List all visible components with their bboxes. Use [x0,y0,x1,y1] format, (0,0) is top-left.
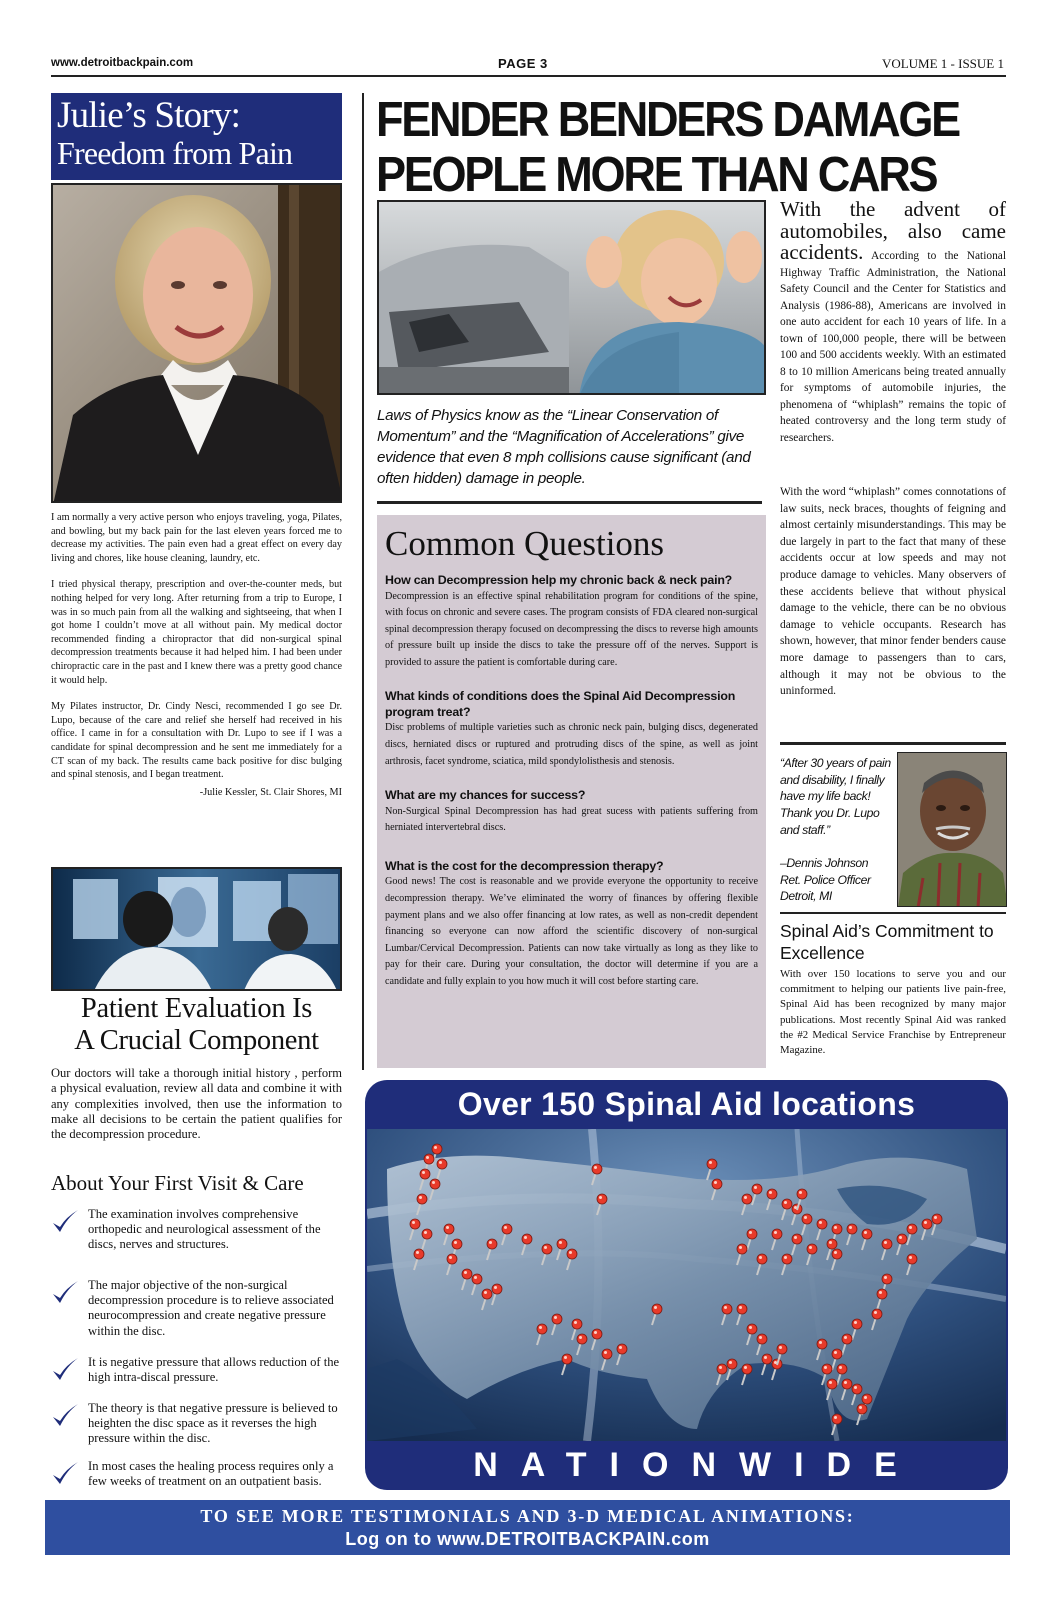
location-pin [837,1364,847,1374]
location-pin [762,1354,772,1364]
pin-highlight [884,1276,887,1279]
pin-highlight [849,1226,852,1229]
location-pin [410,1219,420,1229]
pin-highlight [769,1191,772,1194]
pin-highlight [899,1236,902,1239]
pin-highlight [422,1171,425,1174]
whiplash-paragraph: With the word “whiplash” comes connotations of law suits, neck braces, thoughts of feigning and almost certainly misunderstandings. This may be due largely in part to the fact that many of these accidents occur at low speeds and may not produce damage to vehicles. Many observers of these accidents believe that without physical damage to the vehicle, there can be no obvious damage to vehicle occupants. Research has shown, however, that minor fender benders cause more damage to passengers than to cars, although it may not be obvious to the uninformed. [780,486,1006,698]
answer: Decompression is an effective spinal rehabilitation program for conditions of the spine, with focus on chronic and severe cases. The program consists of FDA cleared non-surgical spinal decompression therapy focused on decompressing the discs to reverse high amounts of pressure built up inside the discs to take the pressure off of the nerves. Support is provided to assure the patient is comfortable during care. [385,590,758,668]
location-pin [777,1344,787,1354]
checkmark-icon [51,1461,79,1487]
commitment-title: Spinal Aid’s Commitment to Excellence [780,921,994,963]
pin-highlight [559,1241,562,1244]
checkmark-icon [51,1357,79,1383]
location-pin [617,1344,627,1354]
location-pin [707,1159,717,1169]
location-pin [737,1244,747,1254]
location-pin [432,1144,442,1154]
location-pin [852,1319,862,1329]
evaluation-title [51,993,342,1057]
headline-line1: FENDER BENDERS DAMAGE [376,93,959,147]
location-pin [444,1224,454,1234]
lead-in-text: With the advent of automobiles, also came accidents. [780,197,1006,264]
first-visit-item [51,1355,342,1385]
location-pin [877,1289,887,1299]
pin-highlight [484,1291,487,1294]
location-pin [492,1284,502,1294]
lead-body-text: According to the National Highway Traffic Administration, the National Safety Council and the Center for Statistics and Analysis (1986-88), Americans are involved in one auto accident for each 10 years of life. In a town of 100,000 people, there will be between 100 and 500 accidents weekly. With an estimated 8 to 10 million Americans being treated annually for symptoms of automobile injuries, the phenomena of “whiplash” remains the topic of heated controversy and the long term study of researchers. [780,250,1006,444]
pin-highlight [594,1331,597,1334]
location-pin [722,1304,732,1314]
location-pin [597,1194,607,1204]
julie-story-text [51,511,342,799]
pin-highlight [579,1336,582,1339]
pin-highlight [749,1326,752,1329]
location-pin [537,1324,547,1334]
location-pin [857,1404,867,1414]
location-pin [422,1229,432,1239]
pin-highlight [709,1161,712,1164]
location-pin [502,1224,512,1234]
doctors-xray-photo [51,867,342,991]
location-pin [414,1249,424,1259]
location-pin [452,1239,462,1249]
julie-photo [51,183,342,503]
testimonial-quote: “After 30 years of pain and disability, I finally have my life back! Thank you Dr. Lupo and staff.” [780,756,891,837]
first-visit-item-text: In most cases the healing process requires only a few weeks of treatment on an outpatient basis. [88,1459,334,1489]
pin-highlight [574,1321,577,1324]
location-pin [907,1254,917,1264]
pin-highlight [784,1256,787,1259]
julie-paragraph: My Pilates instructor, Dr. Cindy Nesci, recommended I go see Dr. Lupo, because of the care and relief she herself had received in his office. I came in for a consultation with Dr. Lupo to see if I was a candidate for spinal decompression and he sent me immediately for a CT scan of my back. The results came back positive for disc bulging and spinal stenosis, and I began treatment. [51,701,342,781]
location-pin [757,1254,767,1264]
pin-highlight [819,1221,822,1224]
location-pin [417,1194,427,1204]
location-pin [592,1164,602,1174]
car-crash-photo [377,200,766,395]
evaluation-title-line2: A Crucial Component [74,1025,319,1056]
location-pin [767,1189,777,1199]
pin-highlight [844,1381,847,1384]
pin-highlight [879,1291,882,1294]
pin-highlight [504,1226,507,1229]
pin-highlight [434,1146,437,1149]
question: What are my chances for success? [385,788,586,803]
pin-highlight [924,1221,927,1224]
footer-link[interactable]: Log on to www.DETROITBACKPAIN.com [345,1529,710,1549]
section-rule [377,501,762,504]
pin-highlight [799,1191,802,1194]
location-pin [772,1229,782,1239]
location-pin [832,1249,842,1259]
question: What kinds of conditions does the Spinal Aid Decompression program treat? [385,689,736,719]
location-pin [782,1199,792,1209]
location-pin [827,1379,837,1389]
location-pin [562,1354,572,1364]
headline-line2: PEOPLE MORE THAN CARS [376,148,937,202]
location-pin [424,1154,434,1164]
location-pin [712,1179,722,1189]
pin-highlight [834,1416,837,1419]
pin-highlight [654,1306,657,1309]
pin-highlight [809,1246,812,1249]
checkmark-icon [51,1280,79,1306]
location-pin [862,1229,872,1239]
pin-highlight [412,1221,415,1224]
pin-highlight [464,1271,467,1274]
pin-highlight [494,1286,497,1289]
pin-highlight [754,1186,757,1189]
location-pin [782,1254,792,1264]
common-questions-box [377,515,766,1068]
pin-highlight [564,1356,567,1359]
location-pin [577,1334,587,1344]
location-pin [792,1234,802,1244]
pin-highlight [824,1366,827,1369]
dennis-photo [897,752,1007,907]
pin-highlight [829,1241,832,1244]
us-locations-map [367,1129,1006,1441]
testimonial-name: –Dennis Johnson [780,856,869,870]
first-visit-item [51,1278,342,1339]
pin-highlight [864,1396,867,1399]
testimonial-role: Ret. Police Officer [780,872,871,887]
julie-paragraph: I tried physical therapy, prescription and over-the-counter meds, but nothing helped for very long. After returning from a trip to Europe, I was in so much pain from all the walking and sightseeing, that when I got home I couldn’t move at all without pain. My medical doctor recommended finding a chiropractor that did non-surgical spinal decompression treatments because it had helped him. I had been under chiropractic care in the past and I knew there was a pretty good chance it would help. [51,579,342,686]
common-questions-title: Common Questions [385,524,665,563]
pin-highlight [594,1166,597,1169]
location-pin [752,1184,762,1194]
pin-highlight [834,1351,837,1354]
pin-highlight [834,1226,837,1229]
julie-title-line2: Freedom from Pain [57,135,293,171]
pin-highlight [569,1251,572,1254]
first-visit-title: About Your First Visit & Care [51,1171,304,1195]
pin-highlight [454,1241,457,1244]
pin-highlight [764,1356,767,1359]
location-pin [472,1274,482,1284]
location-pin [872,1309,882,1319]
location-pin [802,1214,812,1224]
pin-highlight [449,1256,452,1259]
location-pin [482,1289,492,1299]
pin-highlight [844,1336,847,1339]
pin-highlight [829,1381,832,1384]
first-visit-item [51,1459,342,1489]
location-pin [572,1319,582,1329]
pin-highlight [909,1256,912,1259]
location-pin [822,1364,832,1374]
pin-highlight [744,1366,747,1369]
pin-highlight [524,1236,527,1239]
location-pin [742,1194,752,1204]
pin-highlight [474,1276,477,1279]
location-pin [522,1234,532,1244]
location-pin [592,1329,602,1339]
location-pin [430,1179,440,1189]
pin-highlight [854,1386,857,1389]
pin-highlight [426,1156,429,1159]
location-pin [832,1224,842,1234]
footer-line1: TO SEE MORE TESTIMONIALS AND 3-D MEDICAL ANIMATIONS: [200,1506,855,1526]
pin-highlight [859,1406,862,1409]
location-pin [897,1234,907,1244]
first-visit-item-text: It is negative pressure that allows reduction of the high intra-discal pressure. [88,1355,340,1385]
location-pin [922,1219,932,1229]
location-pin [487,1239,497,1249]
location-pin [907,1224,917,1234]
location-pin [737,1304,747,1314]
location-pin [882,1274,892,1284]
location-pin [602,1349,612,1359]
pin-highlight [604,1351,607,1354]
nationwide-label: NATIONWIDE [473,1446,920,1484]
first-visit-item-text: The examination involves comprehensive orthopedic and neurological assessment of the discs, nerves and structures. [88,1207,321,1252]
location-pin [827,1239,837,1249]
page-number: PAGE 3 [498,56,548,71]
section-rule [780,742,1006,745]
location-pin [747,1229,757,1239]
pin-highlight [724,1306,727,1309]
julie-signature: -Julie Kessler, St. Clair Shores, MI [199,786,342,798]
location-pin [447,1254,457,1264]
pin-highlight [432,1181,435,1184]
pin-highlight [759,1256,762,1259]
location-pin [462,1269,472,1279]
column-rule [362,93,364,1070]
location-pin [842,1379,852,1389]
pin-highlight [784,1201,787,1204]
pin-highlight [744,1196,747,1199]
checkmark-icon [51,1403,79,1429]
location-pin [747,1324,757,1334]
testimonial-city: Detroit, MI [780,889,832,904]
pin-highlight [544,1246,547,1249]
location-pin [567,1249,577,1259]
pin-highlight [489,1241,492,1244]
volume-issue: VOLUME 1 - ISSUE 1 [881,56,1004,71]
pin-highlight [729,1361,732,1364]
location-pin [842,1334,852,1344]
location-pin [420,1169,430,1179]
pin-highlight [819,1341,822,1344]
question: What is the cost for the decompression therapy? [385,858,664,873]
pin-highlight [739,1306,742,1309]
pin-highlight [424,1231,427,1234]
pin-highlight [774,1231,777,1234]
julie-paragraph: I am normally a very active person who enjoys traveling, yoga, Pilates, and bowling, but my back pain for the last eleven years forced me to decrease my activities. The pain even had a great effect on every day living and chores, like house cleaning, laundry, etc. [51,512,342,564]
julie-title-line1: Julie’s Story: [57,95,241,136]
main-headline [376,93,965,203]
pin-highlight [416,1251,419,1254]
pin-highlight [804,1216,807,1219]
photo-caption: Laws of Physics know as the “Linear Conservation of Momentum” and the “Magnification of Accelerations” give evidence that even 8 mph collisions cause significant (and often hidden) damage in people. [377,407,751,487]
julie-story-title [51,93,342,180]
first-visit-item-text: The theory is that negative pressure is believed to heighten the disc space as it reverses the high pressure within the disc. [88,1401,338,1446]
pin-highlight [759,1336,762,1339]
location-pin [852,1384,862,1394]
location-pin [817,1219,827,1229]
location-pin [437,1159,447,1169]
pin-highlight [599,1196,602,1199]
location-pin [557,1239,567,1249]
pin-highlight [934,1216,937,1219]
location-pin [807,1244,817,1254]
location-pin [727,1359,737,1369]
pin-highlight [864,1231,867,1234]
pin-highlight [739,1246,742,1249]
location-pin [717,1364,727,1374]
pin-highlight [834,1251,837,1254]
location-pin [542,1244,552,1254]
location-pin [832,1349,842,1359]
pin-highlight [884,1241,887,1244]
pin-highlight [554,1316,557,1319]
pin-highlight [779,1346,782,1349]
location-pin [862,1394,872,1404]
commitment-text: With over 150 locations to serve you and our commitment to helping our patients live pain-free, Spinal Aid has been recognized by many major publications. Most recently Spinal Aid was ranked the #2 Medical Service Franchise by Entrepreneur Magazine. [780,968,1006,1057]
evaluation-text: Our doctors will take a thorough initial history , perform a physical evaluation, review all data and combine it with any complexities involved, then use the information to make all decisions to be certain the patient qualifies for the decompression procedure. [51,1066,342,1142]
section-rule [780,912,1006,914]
evaluation-title-line1: Patient Evaluation Is [80,993,313,1024]
location-pin [932,1214,942,1224]
pin-highlight [439,1161,442,1164]
answer: Disc problems of multiple varieties such as chronic neck pain, bulging discs, degenerated discs, herniated discs or ruptured and protruding discs of the spine, as well as joint arthrosis, facet syndrome, sciatica, mild spondylolisthesis and stenosis. [385,722,758,767]
first-visit-item-text: The major objective of the non-surgical decompression procedure is to relieve associated neurocompression and create negative pressure within the disc. [88,1278,334,1338]
answer: Good news! The cost is reasonable and we provide everyone the opportunity to receive decompression therapy. We’ve eliminated the worry of finances by offering flexible payment plans and we also offer financing at low rates, as well as non-credit dependent financing so everyone can now afford the scientific discovery of non-surgical Lumbar/Cervical Decompression. Patients can now take virtually as long as they like to pay for their care. During your consultation, the doctor will determine if you are a candidate and fully explain to you how much it will cost before starting care. [385,876,758,987]
location-pin [797,1189,807,1199]
answer: Non-Surgical Spinal Decompression has had great sucess with patients suffering from herniated intervertebral discs. [385,805,758,834]
pin-highlight [714,1181,717,1184]
pin-highlight [719,1366,722,1369]
locations-title: Over 150 Spinal Aid locations [457,1086,916,1122]
pin-highlight [854,1321,857,1324]
footer-banner [45,1500,1010,1555]
checkmark-icon [51,1209,79,1235]
pin-highlight [749,1231,752,1234]
pin-highlight [446,1226,449,1229]
location-pin [832,1414,842,1424]
testimonial-attribution [780,855,900,905]
location-pin [552,1314,562,1324]
question: How can Decompression help my chronic back & neck pain? [385,573,733,587]
location-pin [652,1304,662,1314]
pin-highlight [909,1226,912,1229]
location-pin [847,1224,857,1234]
first-visit-item [51,1401,342,1447]
whiplash-lead-paragraph [780,197,1006,446]
location-pin [757,1334,767,1344]
location-pin [817,1339,827,1349]
pin-highlight [839,1366,842,1369]
location-pin [882,1239,892,1249]
site-url: www.detroitbackpain.com [51,57,194,69]
pin-highlight [874,1311,877,1314]
location-pin [742,1364,752,1374]
pin-highlight [539,1326,542,1329]
pin-highlight [794,1236,797,1239]
pin-highlight [419,1196,422,1199]
pin-highlight [619,1346,622,1349]
first-visit-item [51,1207,342,1253]
header-rule [51,75,1006,77]
